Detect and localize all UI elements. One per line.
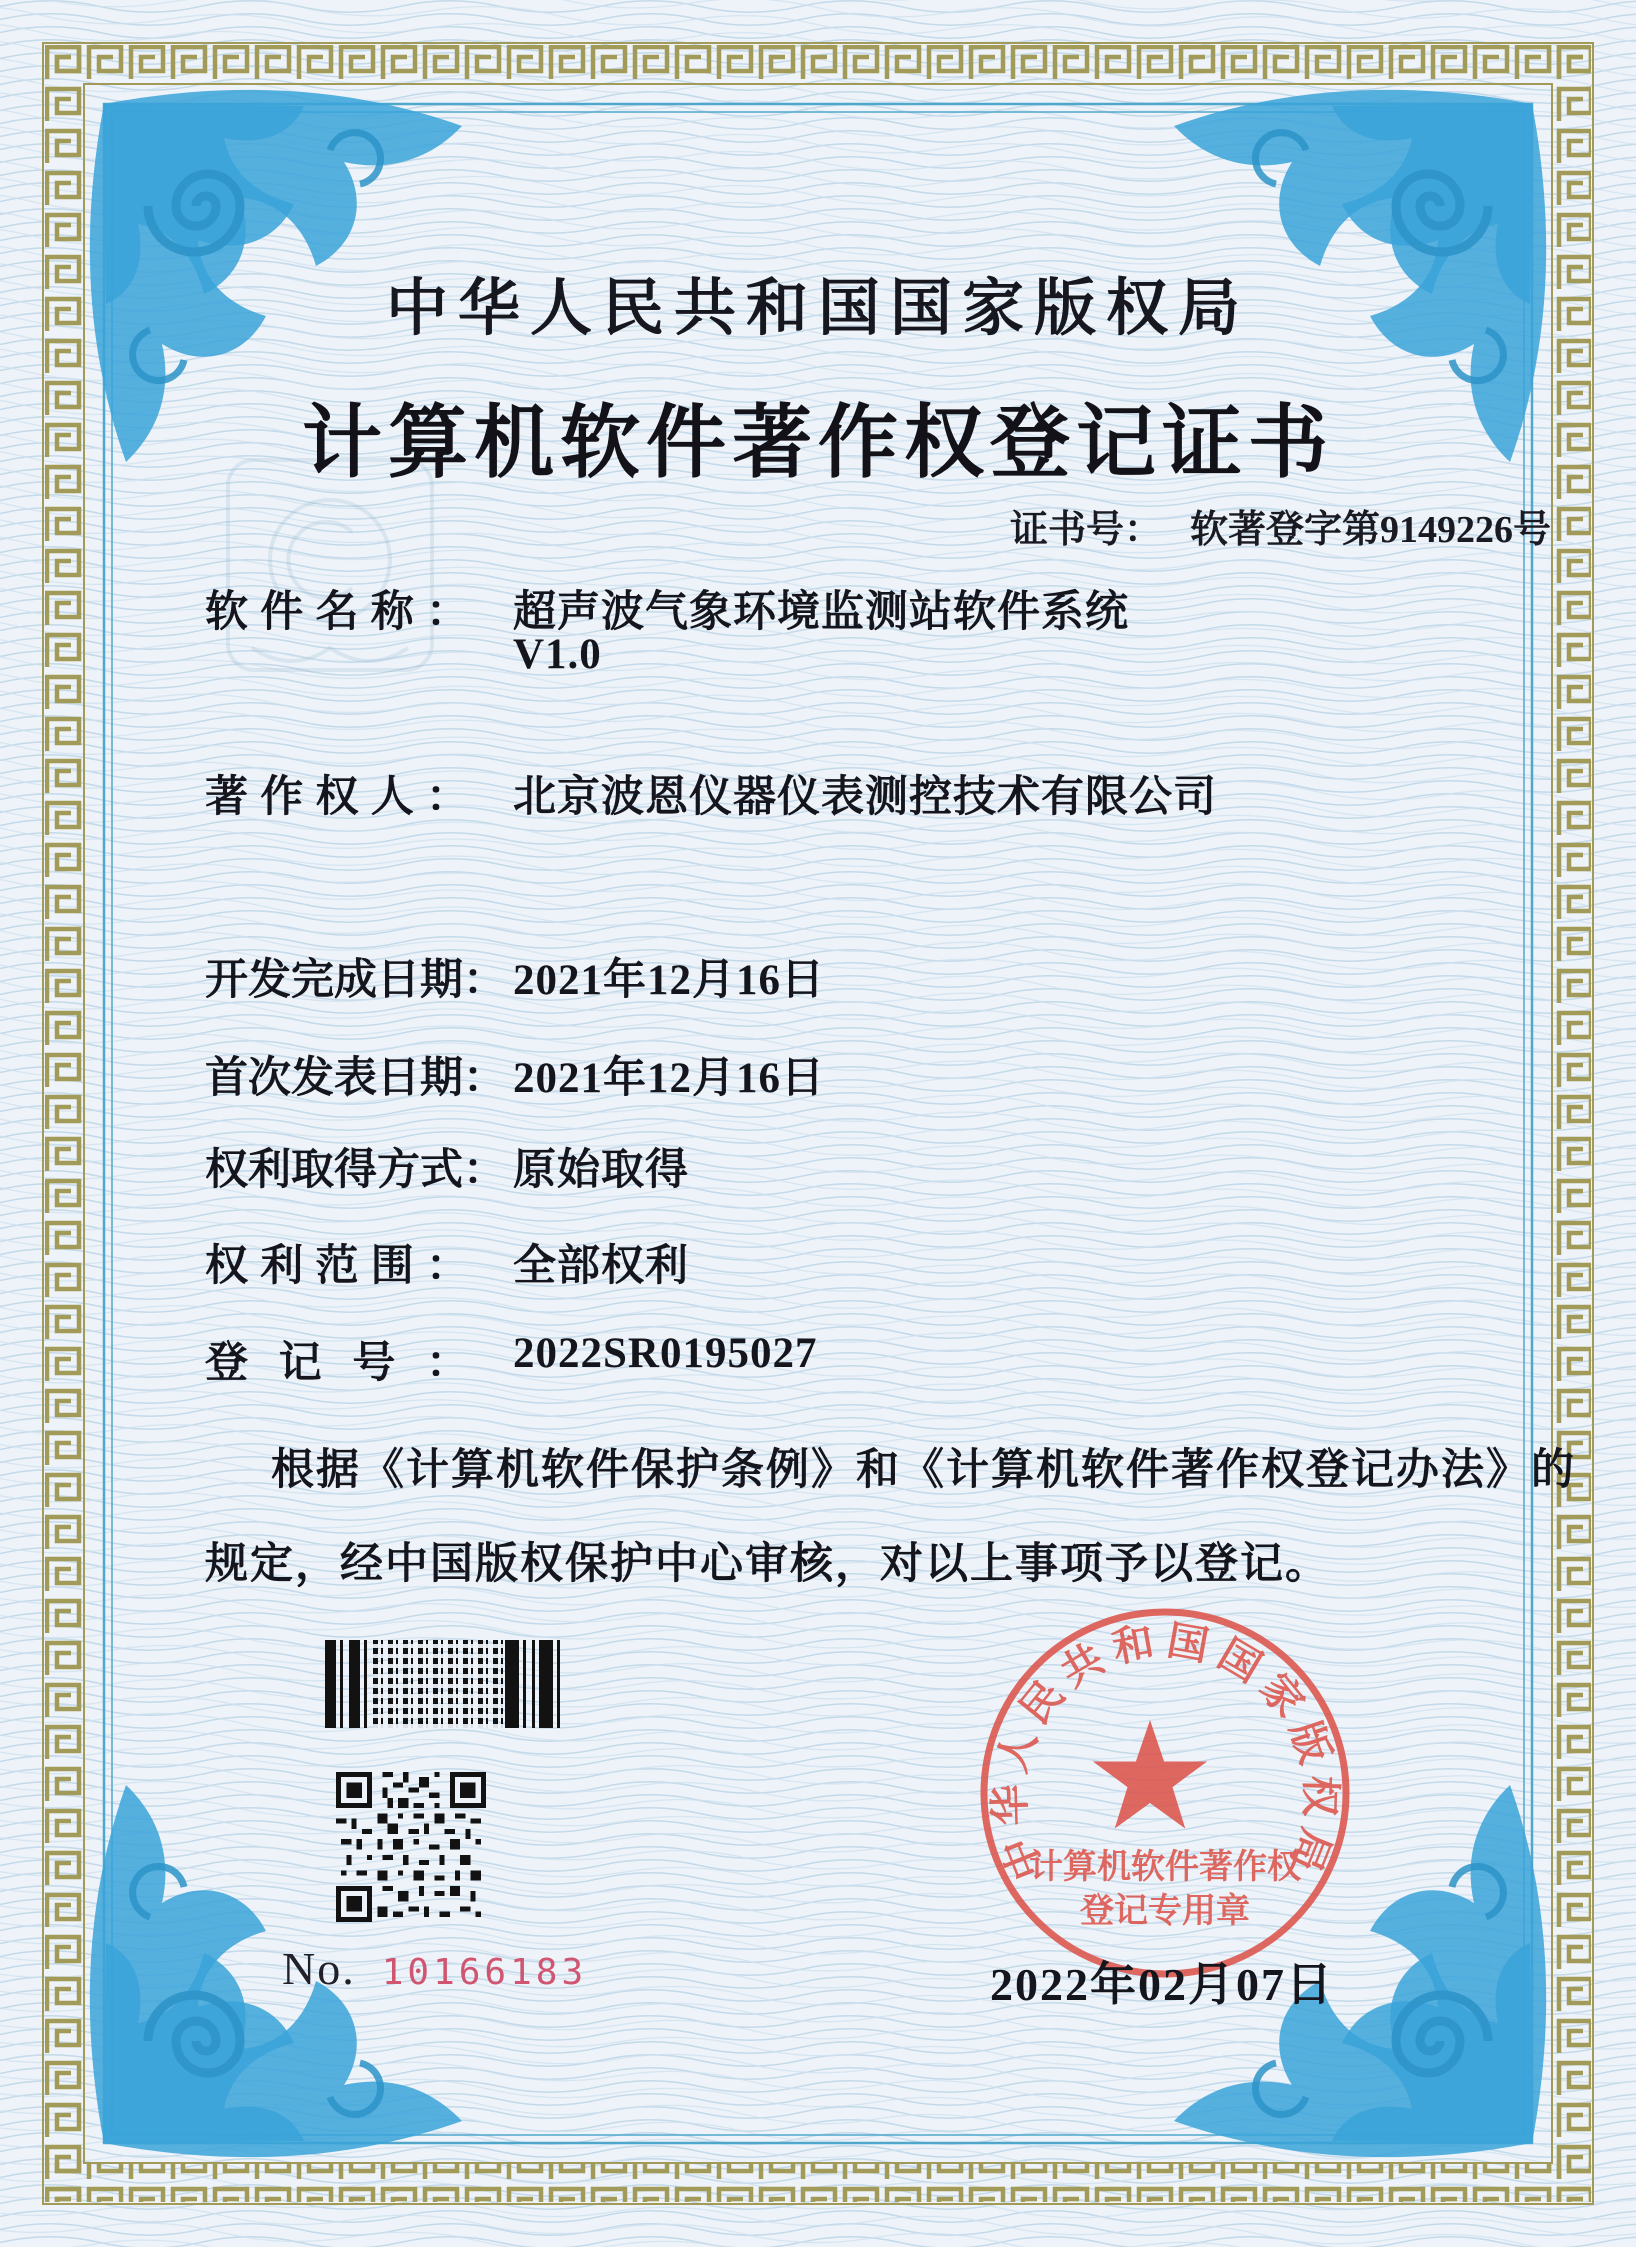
issue-date: 2022年02月07日	[990, 1959, 1334, 2010]
field-value: 北京波恩仪器仪表测控技术有限公司	[513, 774, 1217, 821]
field-label: 首次发表日期：	[205, 1055, 506, 1102]
field-label: 登记号：	[205, 1340, 469, 1387]
certificate-number-row	[1010, 498, 1551, 553]
document-title: 计算机软件著作权登记证书	[302, 400, 1334, 488]
field-label: 软件名称：	[205, 589, 469, 636]
seal-ring-text: 中华人民共和国国家版权局	[986, 1616, 1344, 1887]
barcode-data-modules	[373, 1640, 505, 1728]
serial-number-value: 10166183	[381, 1952, 588, 1993]
serial-number-row	[282, 1942, 587, 1995]
field-row-completion-date	[0, 946, 1636, 1004]
barcode-start-bars	[325, 1640, 373, 1728]
seal-text-line1: 计算机软件著作权	[1029, 1849, 1301, 1886]
field-value: 原始取得	[513, 1147, 689, 1194]
statement-line-1: 根据《计算机软件保护条例》和《计算机软件著作权登记办法》的	[271, 1447, 1576, 1494]
serial-no-label: No.	[282, 1943, 356, 1994]
field-label: 权利范围：	[205, 1243, 469, 1290]
field-row-first-publication-date	[0, 1044, 1636, 1102]
issuer-title: 中华人民共和国国家版权局	[385, 275, 1250, 343]
certificate-number-value: 软著登字第9149226号	[1190, 509, 1552, 551]
field-label: 著作权人：	[205, 774, 469, 821]
statement-line-2: 规定，经中国版权保护中心审核，对以上事项予以登记。	[205, 1541, 1330, 1588]
field-label: 权利取得方式：	[205, 1147, 506, 1194]
field-value: 2022SR0195027	[513, 1330, 818, 1377]
official-seal	[972, 1600, 1358, 1986]
field-value: 2021年12月16日	[513, 1055, 825, 1102]
field-value: 超声波气象环境监测站软件系统	[513, 589, 1129, 636]
certificate-number-label: 证书号：	[1010, 509, 1163, 551]
field-row-software-name	[0, 578, 1636, 636]
field-row-copyright-holder	[0, 763, 1636, 821]
software-version: V1.0	[513, 631, 602, 678]
field-value: 全部权利	[513, 1243, 689, 1290]
field-row-registration-number	[0, 1329, 1636, 1387]
field-row-acquisition-method	[0, 1136, 1636, 1194]
field-value: 2021年12月16日	[513, 957, 825, 1004]
barcode-stop-bars	[505, 1640, 563, 1728]
seal-text-line2: 登记专用章	[1080, 1893, 1250, 1930]
field-row-rights-scope	[0, 1232, 1636, 1290]
barcode-image	[325, 1640, 563, 1728]
star-icon	[1093, 1720, 1207, 1829]
field-label: 开发完成日期：	[205, 957, 506, 1004]
qr-code-image	[336, 1772, 486, 1922]
svg-text:中华人民共和国国家版权局	[986, 1617, 1343, 1886]
